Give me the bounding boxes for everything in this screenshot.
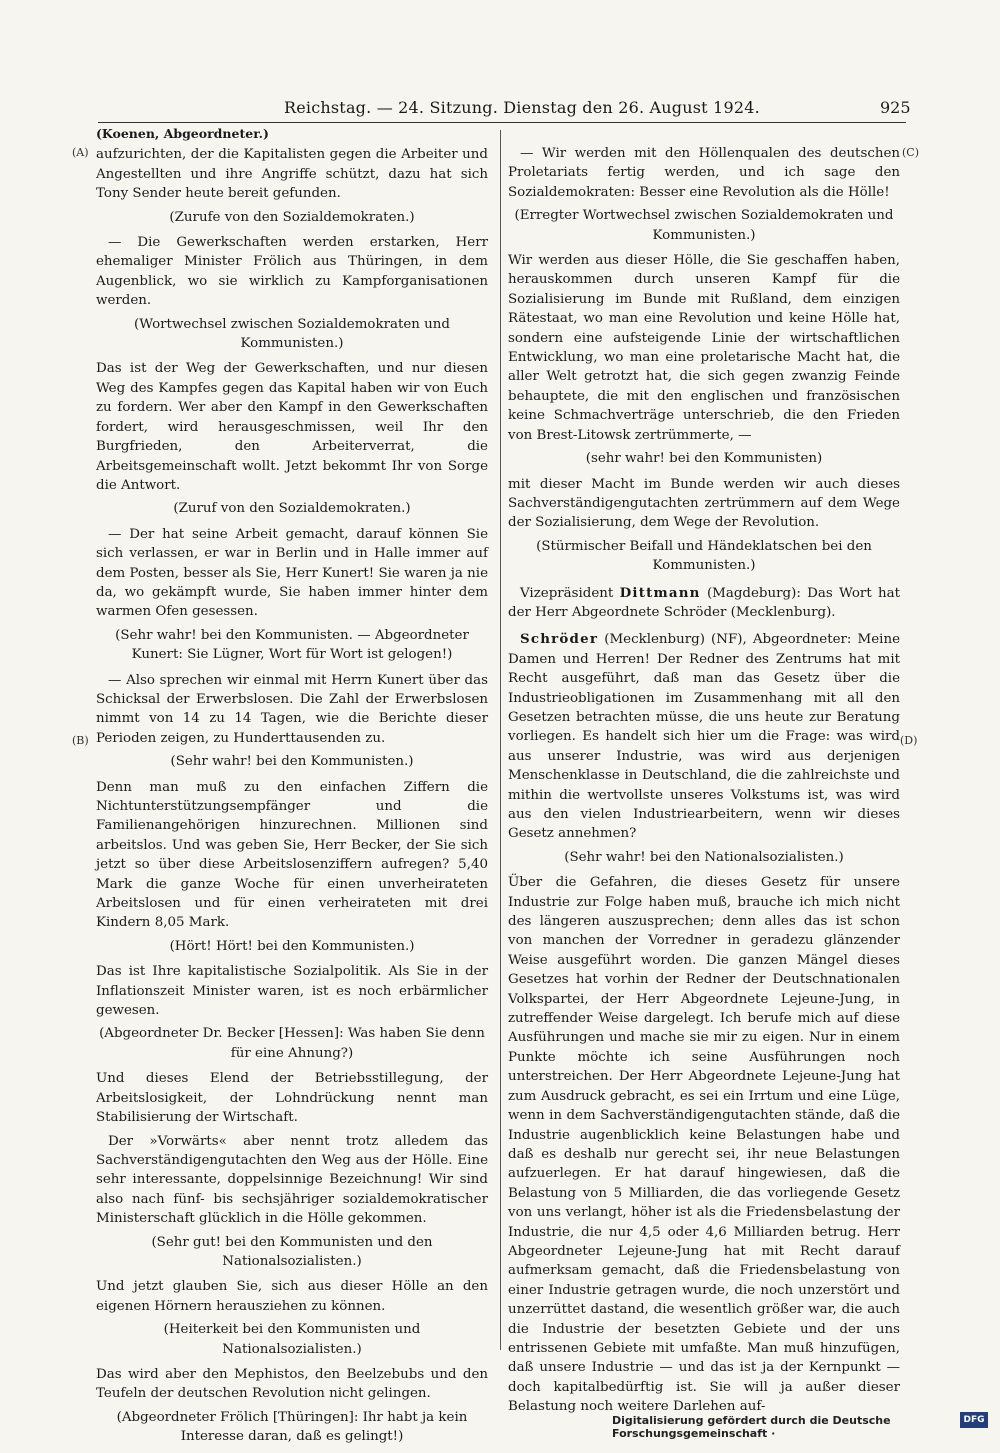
interjection: (Abgeordneter Dr. Becker [Hessen]: Was haben Sie denn für eine Ahnung?) <box>99 1026 485 1061</box>
paragraph: mit dieser Macht im Bunde werden wir auch dieses Sachverständigengutachten zertrümmern auf dem Wege der Sozialisierung, dem Wege der Revolution. <box>508 476 900 531</box>
paragraph: — Der hat seine Arbeit gemacht, darauf können Sie sich verlassen, er war in Berlin und in Halle immer auf dem Posten, besser als Sie, Herr Kunert! Sie waren ja nie da, wo gekämpft wurde, Sie haben immer hinter dem warmen Ofen gesessen. <box>96 526 488 620</box>
vp-prefix: Vizepräsident <box>520 585 614 601</box>
paragraph: Das ist Ihre kapitalistische Sozialpolitik. Als Sie in der Inflationszeit Minister waren, ist es noch erbärmlicher gewesen. <box>96 964 488 1019</box>
page-number: 925 <box>880 98 911 117</box>
interjection: (Erregter Wortwechsel zwischen Sozialdemokraten und Kommunisten.) <box>514 208 894 243</box>
paragraph: Das ist der Weg der Gewerkschaften, und nur diesen Weg des Kampfes gegen das Kapital haben wir von Euch zu fordern. Wer aber den Kampf in den Gewerkschaften fordert, wird herausgeschmissen, weil Ihr den Burgfrieden, den Arbeiterverrat, die Arbeitsgemeinschaft wollt. Jetzt bekommt Ihr von Sorge die Antwort. <box>96 361 488 493</box>
header-rule <box>98 122 906 123</box>
interjection: (Zurufe von den Sozialdemokraten.) <box>169 209 415 225</box>
digitization-credit: Digitalisierung gefördert durch die Deutsche Forschungsgemeinschaft · <box>612 1414 891 1440</box>
margin-mark-c: (C) <box>902 146 919 159</box>
vp-name: Dittmann <box>619 584 701 601</box>
margin-mark-b: (B) <box>72 734 89 747</box>
interjection: (Wortwechsel zwischen Sozialdemokraten und Kommunisten.) <box>134 316 450 352</box>
margin-mark-a: (A) <box>72 146 89 159</box>
interjection: (Sehr wahr! bei den Kommunisten.) <box>170 754 414 770</box>
paragraph: — Wir werden mit den Höllenqualen des deutschen Proletariats fertig werden, und ich sage den Sozialdemokraten: Besser eine Revolution als die Hölle! <box>508 146 900 200</box>
column-divider <box>500 130 501 1350</box>
interjection: (Hört! Hört! bei den Kommunisten.) <box>169 938 415 954</box>
margin-mark-d: (D) <box>900 734 918 747</box>
interjection: (Sehr gut! bei den Kommunisten und den Nationalsozialisten.) <box>151 1234 433 1269</box>
interjection: (Abgeordneter Frölich [Thüringen]: Ihr habt ja kein Interesse daran, daß es gelingt!) <box>116 1409 468 1445</box>
paragraph: Das wird aber den Mephistos, den Beelzebubs und den Teufeln der deutschen Revolution nicht gelingen. <box>96 1366 488 1402</box>
paragraph: Wir werden aus dieser Hölle, die Sie geschaffen haben, herauskommen durch unseren Kampf für die Sozialisierung im Bunde mit Rußland, dem einzigen Rätestaat, wo man eine Revolution und keine Hölle hat, sondern eine aufsteigende Linie der wirtschaftlichen Entwicklung, wo man eine proletarische Macht hat, die aller Welt getrotzt hat, die sich gegen zwanzig Feinde behauptete, die mit den englischen und französischen keine Schmachverträge unterschrieb, die den Frieden von Brest-Litowsk zertrümmerte, — <box>508 253 900 443</box>
right-column <box>508 124 900 1421</box>
interjection: (Sehr wahr! bei den Kommunisten. — Abgeordneter Kunert: Sie Lügner, Wort für Wort ist gelogen!) <box>115 627 469 663</box>
left-column <box>96 124 488 1453</box>
vp-text: (Magdeburg): Das Wort hat der Herr Abgeordnete Schröder (Mecklenburg). <box>508 585 900 620</box>
speaker-tag: (Koenen, Abgeordneter.) <box>96 126 269 141</box>
speech-text: (Mecklenburg) (NF), Abgeordneter: Meine Damen und Herren! Der Redner des Zentrums hat mit Recht ausgeführt, daß man das Gesetz über die Industrieobligationen im Zusammenhang mit all den Gesetzen betrachten müsse, die uns heute zur Beratung vorliegen. Es handelt sich hier um die Frage: was wird aus unserer Industrie, was wird aus derjenigen Menschenklasse in Deutschland, die die zahlreichste und mithin die wertvollste unseres Volkstums ist, was wird aus den vielen Industriearbeitern, wenn wir dieses Gesetz annehmen? <box>508 632 900 842</box>
paragraph: — Die Gewerkschaften werden erstarken, Herr ehemaliger Minister Frölich aus Thüringen, in dem Augenblick, wo sie wirklich zu Kampforganisationen werden. <box>96 235 488 309</box>
paragraph: Denn man muß zu den einfachen Ziffern die Nichtunterstützungsempfänger und die Familienangehörigen hinzurechnen. Millionen sind arbeitslos. Und was geben Sie, Herr Becker, der Sie sich jetzt so über diese Arbeitslosenziffern aufregen? 5,40 Mark die ganze Woche für einen unverheirateten Arbeitslosen und für einen verheirateten mit drei Kindern 8,05 Mark. <box>96 779 488 931</box>
interjection: (Zuruf von den Sozialdemokraten.) <box>173 501 411 517</box>
page-header <box>0 98 1000 122</box>
interjection: (Heiterkeit bei den Kommunisten und Nationalsozialisten.) <box>163 1322 421 1357</box>
dfg-logo: DFG <box>960 1412 988 1428</box>
paragraph: aufzurichten, der die Kapitalisten gegen die Arbeiter und Angestellten und ihre Angriffe schützt, dazu hat sich Tony Sender heute bereit gefunden. <box>96 147 488 202</box>
speaker-name: Schröder <box>520 631 599 648</box>
interjection: (Stürmischer Beifall und Händeklatschen bei den Kommunisten.) <box>536 538 872 574</box>
interjection: (sehr wahr! bei den Kommunisten) <box>585 451 823 467</box>
vice-president-remark <box>508 584 900 623</box>
paragraph: Der »Vorwärts« aber nennt trotz alledem das Sachverständigengutachten den Weg aus der Hölle. Eine sehr interessante, doppelsinnige Bezeichnung! Wir sind also nach fünf- bis sechsjähriger sozialdemokratischer Ministerschaft glücklich in die Hölle gekommen. <box>96 1133 488 1227</box>
paragraph: Über die Gefahren, die dieses Gesetz für unsere Industrie zur Folge haben muß, brauche ich mich nicht des längeren auszusprechen; denn alles das ist schon von manchen der Vorredner in geradezu glänzender Weise ausgeführt worden. Die ganzen Mängel dieses Gesetzes hat vorhin der Redner der Deutschnationalen Volkspartei, der Herr Abgeordnete Lejeune-Jung, in zutreffender Weise dargelegt. Ich berufe mich auf diese Ausführungen und mache sie mir zu eigen. Nur in einem Punkte möchte ich seine Ausführungen noch unterstreichen. Der Herr Abgeordnete Lejeune-Jung hat zum Ausdruck gebracht, es sei ein Irrtum und eine Lüge, wenn in dem Sachverständigengutachten stände, daß die Industrie augenblicklich keine Belastungen habe und daß es deshalb nur gerecht sei, ihr neue Belastungen aufzuerlegen. Er hat darauf hingewiesen, daß die Belastung von 5 Milliarden, die das vorliegende Gesetz von uns verlangt, höher ist als die Friedensbelastung der Industrie, die nur 4,5 oder 4,6 Milliarden betrug. Herr Abgeordneter Lejeune-Jung hat mit Recht darauf aufmerksam gemacht, daß die Friedensbelastung von einer Industrie getragen wurde, die noch unzerstört und unzerrüttet dastand, die wesentlich größer war, die auch die Industrie der besetzten Gebiete und der uns entrissenen Gebiete mit umfaßte. Man muß hinzufügen, daß unsere Industrie — und das ist ja der Kernpunkt — doch kapitalbedürftig ist. Sie will ja außer dieser Belastung noch weitere Darlehen auf- <box>508 875 900 1415</box>
running-head: Reichstag. — 24. Sitzung. Dienstag den 26. August 1924. <box>284 98 760 117</box>
paragraph: Und dieses Elend der Betriebsstillegung, der Arbeitslosigkeit, der Lohndrückung nennt man Stabilisierung der Wirtschaft. <box>96 1071 488 1126</box>
paragraph: — Also sprechen wir einmal mit Herrn Kunert über das Schicksal der Erwerbslosen. Die Zahl der Erwerbslosen nimmt von 14 zu 14 Tagen, wie die Berichte dieser Perioden zeigen, zu Hunderttausenden zu. <box>96 672 488 746</box>
interjection: (Sehr wahr! bei den Nationalsozialisten.) <box>564 849 844 865</box>
speech-opening <box>508 630 900 843</box>
paragraph: Und jetzt glauben Sie, sich aus dieser Hölle an den eigenen Hörnern herausziehen zu können. <box>96 1279 488 1314</box>
